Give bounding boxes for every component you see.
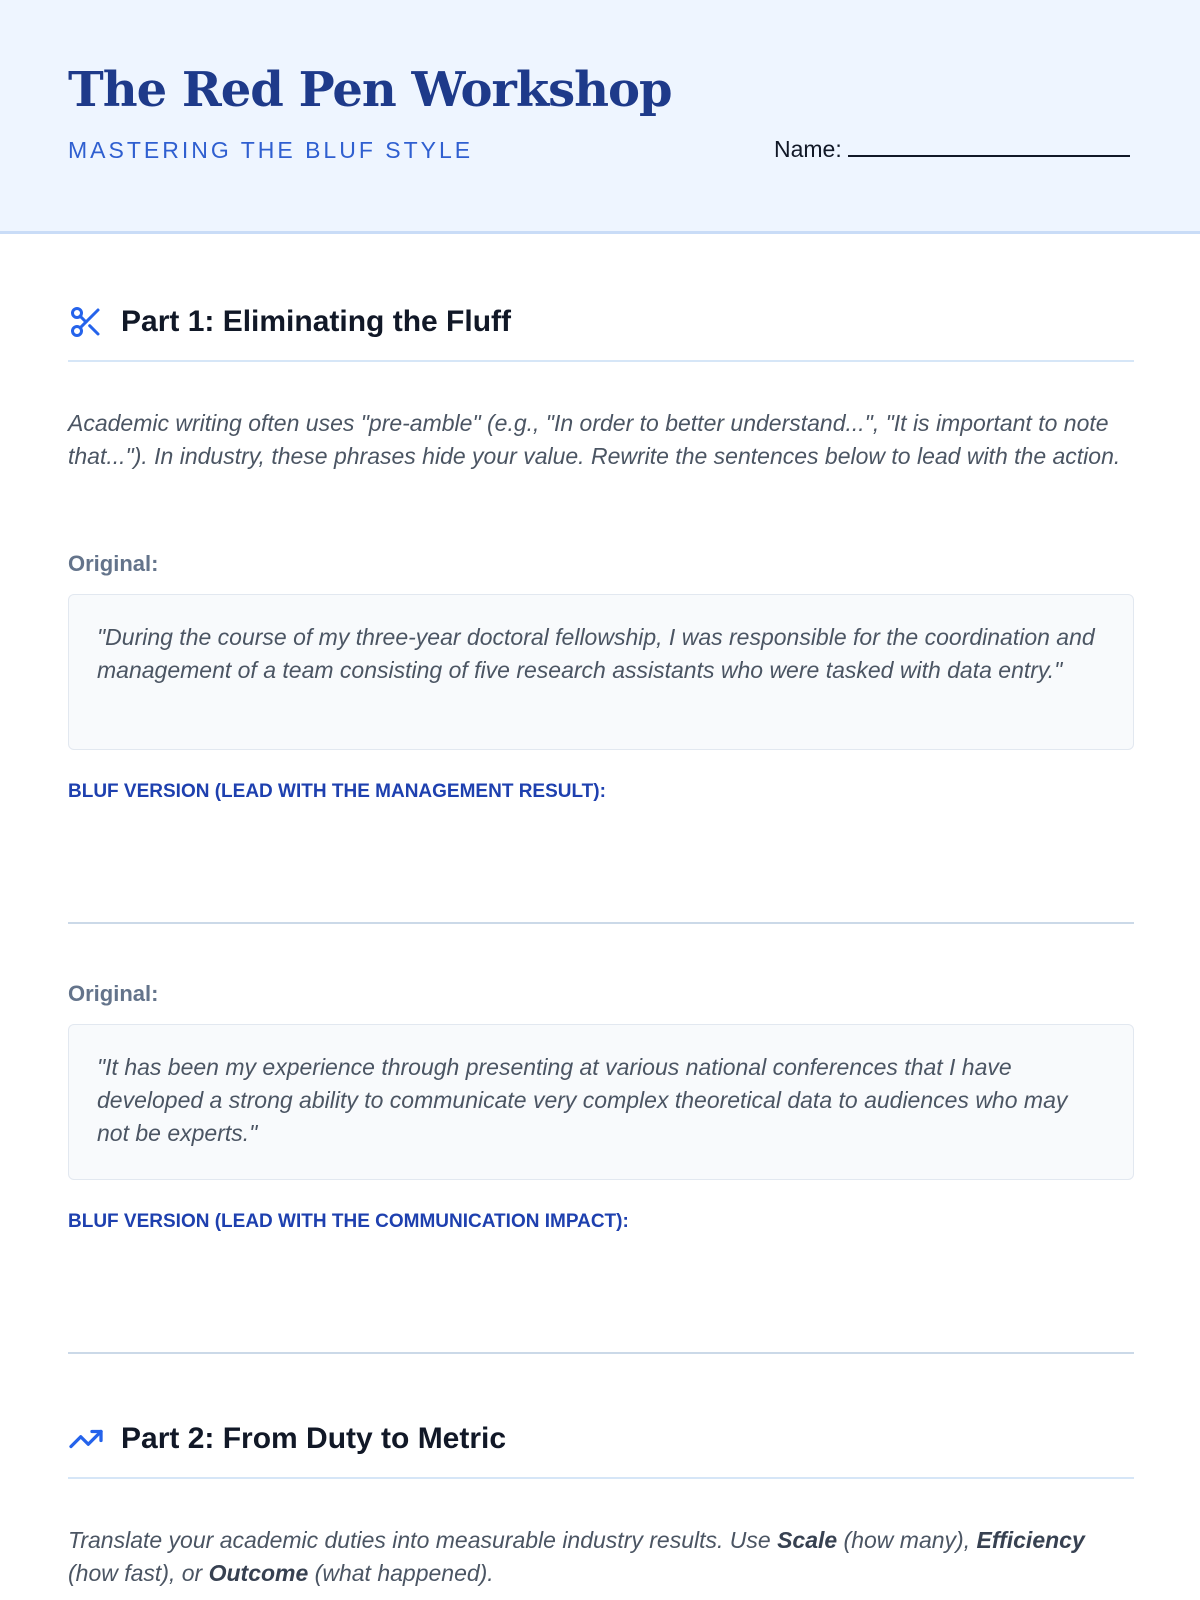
part2-intro [68,1524,1138,1590]
desc-efficiency: (how fast), or [68,1560,209,1586]
answer-line-2[interactable] [68,1352,1134,1354]
term-efficiency: Efficiency [976,1527,1085,1553]
part1-heading: Part 1: Eliminating the Fluff [121,305,512,338]
original-label-1: Original: [68,551,159,576]
bluf-label-2: BLUF VERSION (LEAD WITH THE COMMUNICATION IMPACT): [68,1211,629,1232]
answer-line-1[interactable] [68,922,1134,924]
part2-heading: Part 2: From Duty to Metric [121,1422,507,1455]
part1-intro: Academic writing often uses "pre-amble" (e.g., "In order to better understand...", "It is important to note that..."). In industry, these phrases hide your value. Rewrite the sentences below to lead with the action. [68,410,1121,469]
original-label-2: Original: [68,981,159,1006]
bluf-label-1: BLUF VERSION (LEAD WITH THE MANAGEMENT RESULT): [68,781,606,802]
original-quote-1: "During the course of my three-year doctoral fellowship, I was responsible for the coordination and management of a team consisting of five research assistants who were tasked with data entry." [68,594,1134,750]
desc-outcome: (what happened). [308,1560,494,1586]
scissors-icon [68,304,104,340]
part2-intro-text: Translate your academic duties into measurable industry results. Use [68,1527,778,1553]
part1-header [68,300,1134,362]
page-header [0,0,1200,234]
term-outcome: Outcome [208,1560,309,1586]
name-label: Name: [774,136,842,162]
trending-up-icon [68,1421,104,1457]
desc-scale: (how many), [837,1527,977,1553]
page-subtitle: MASTERING THE BLUF STYLE [68,137,474,163]
name-field[interactable] [774,136,1130,163]
term-scale: Scale [777,1527,838,1553]
page-title: The Red Pen Workshop [68,62,672,118]
name-blank-line[interactable] [848,137,1130,157]
original-quote-2: "It has been my experience through presenting at various national conferences that I have developed a strong ability to communicate very complex theoretical data to audiences who may not be experts." [68,1024,1134,1180]
part2-header [68,1417,1134,1479]
